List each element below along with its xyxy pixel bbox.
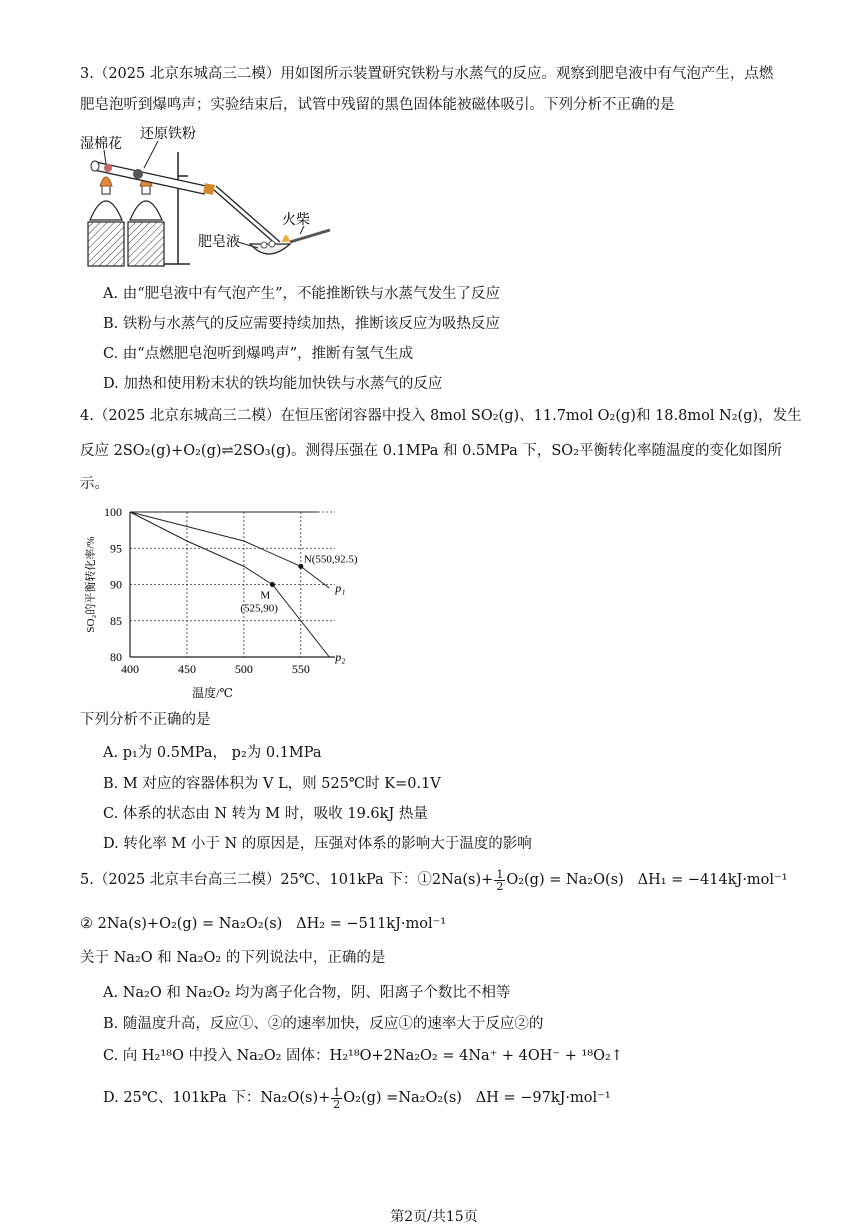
- fraction-half: $\frac{1}{2}$: [496, 867, 504, 893]
- q5-head: 5.（2025 北京丰台高三二模）25℃、101kPa 下：①: [80, 872, 432, 888]
- y-tick-label: 80: [110, 650, 122, 664]
- right-lamp: [130, 201, 162, 220]
- q4-prompt: 下列分析不正确的是: [80, 712, 211, 728]
- q4-option-a: A. p₁为 0.5MPa， p₂为 0.1MPa: [103, 745, 322, 761]
- left-block: [88, 222, 124, 266]
- q4-stem-line3: 示。: [80, 476, 109, 492]
- q4-stem-line1: 4.（2025 北京东城高三二模）在恒压密闭容器中投入 8mol SO₂(g)、11.7mol O₂(g)和 18.8mol N₂(g)，发生: [80, 408, 802, 424]
- series-label-2: p₂: [335, 650, 346, 664]
- annotation-n: N(550,92.5): [303, 553, 358, 566]
- right-block: [128, 222, 164, 266]
- y-tick-label: 95: [110, 541, 122, 556]
- q5-option-a: A. Na₂O 和 Na₂O₂ 均为离子化合物，阴、阳离子个数比不相等: [103, 985, 511, 1001]
- annotation-m-coords: (525,90): [240, 602, 278, 615]
- label-wet-cotton: 湿棉花: [80, 137, 122, 152]
- x-axis-label: 温度/℃: [192, 686, 233, 700]
- wet-cotton: [104, 164, 112, 172]
- q5-eq1-part1: 2Na(s)+: [431, 872, 494, 888]
- q5-option-d-part2: O₂(g) =Na₂O₂(s): [343, 1090, 462, 1106]
- y-tick-label: 85: [110, 613, 122, 628]
- q3-stem-line2: 肥皂泡听到爆鸣声；实验结束后，试管中残留的黑色固体能被磁体吸引。下列分析不正确的是: [80, 97, 675, 113]
- y-axis-label: SO₂的平衡转化率/%: [85, 536, 97, 633]
- apparatus-figure: [78, 124, 340, 270]
- q5-option-b: B. 随温度升高，反应①、②的速率加快，反应①的速率大于反应②的: [103, 1016, 544, 1032]
- x-tick-label: 450: [177, 662, 196, 676]
- q3-option-d: D. 加热和使用粉末状的铁均能加快铁与水蒸气的反应: [103, 376, 443, 392]
- fraction-half-d: $\frac{1}{2}$: [333, 1085, 341, 1111]
- q4-stem-line2: 反应 2SO₂(g)+O₂(g)⇌2SO₃(g)。测得压强在 0.1MPa 和 0.5MPa 下，SO₂平衡转化率随温度的变化如图所: [80, 443, 782, 459]
- q3-option-c: C. 由“点燃肥皂泡听到爆鸣声”，推断有氢气生成: [103, 346, 414, 362]
- x-tick-label: 400: [121, 662, 139, 676]
- annotation-m: M: [260, 589, 271, 602]
- q5-dh1: ΔH₁ = −414kJ·mol⁻¹: [637, 872, 788, 888]
- x-tick-label: 550: [291, 662, 310, 676]
- q5-option-d: [103, 1086, 611, 1110]
- label-match: 火柴: [282, 213, 310, 228]
- point-marker-2: [270, 582, 275, 587]
- q5-dh2: ΔH₂ = −511kJ·mol⁻¹: [296, 916, 447, 932]
- q5-option-d-dh: ΔH = −97kJ·mol⁻¹: [475, 1090, 611, 1106]
- conversion-chart: [80, 500, 358, 705]
- q3-stem-line1: 3.（2025 北京东城高三二模）用如图所示装置研究铁粉与水蒸气的反应。观察到肥皂液中有气泡产生，点燃: [80, 66, 774, 82]
- q4-option-b: B. M 对应的容器体积为 V L，则 525℃时 K=0.1V: [103, 776, 441, 792]
- left-flame: [100, 177, 112, 186]
- q4-option-d: D. 转化率 M 小于 N 的原因是，压强对体系的影响大于温度的影响: [103, 836, 532, 852]
- label-iron-powder: 还原铁粉: [140, 127, 196, 142]
- series-line-1: [130, 512, 329, 588]
- x-tick-label: 500: [234, 662, 253, 676]
- iron-powder: [133, 169, 143, 179]
- q5-stem-line1: [80, 868, 788, 892]
- point-marker-1: [298, 564, 303, 569]
- q3-option-b: B. 铁粉与水蒸气的反应需要持续加热，推断该反应为吸热反应: [103, 316, 500, 332]
- q5-option-d-part1: D. 25℃、101kPa 下：Na₂O(s)+: [103, 1090, 331, 1106]
- q5-eq2: ② 2Na(s)+O₂(g) = Na₂O₂(s): [80, 916, 283, 932]
- y-tick-label: 100: [104, 505, 122, 519]
- q4-option-c: C. 体系的状态由 N 转为 M 时，吸收 19.6kJ 热量: [103, 806, 428, 822]
- left-lamp: [90, 201, 122, 220]
- q5-stem-line2: [80, 914, 446, 934]
- y-tick-label: 90: [110, 577, 122, 592]
- q5-eq1-part2: O₂(g) = Na₂O(s): [506, 872, 624, 888]
- q5-prompt: 关于 Na₂O 和 Na₂O₂ 的下列说法中，正确的是: [80, 950, 386, 966]
- series-label-1: p₁: [335, 581, 346, 596]
- q3-option-a: A. 由“肥皂液中有气泡产生”，不能推断铁与水蒸气发生了反应: [103, 286, 501, 302]
- q5-option-c: C. 向 H₂¹⁸O 中投入 Na₂O₂ 固体：H₂¹⁸O+2Na₂O₂ = 4Na⁺ + 4OH⁻ + ¹⁸O₂↑: [103, 1048, 623, 1064]
- label-soap: 肥皂液: [198, 235, 240, 250]
- page-footer: 第2页/共15页: [390, 1209, 478, 1225]
